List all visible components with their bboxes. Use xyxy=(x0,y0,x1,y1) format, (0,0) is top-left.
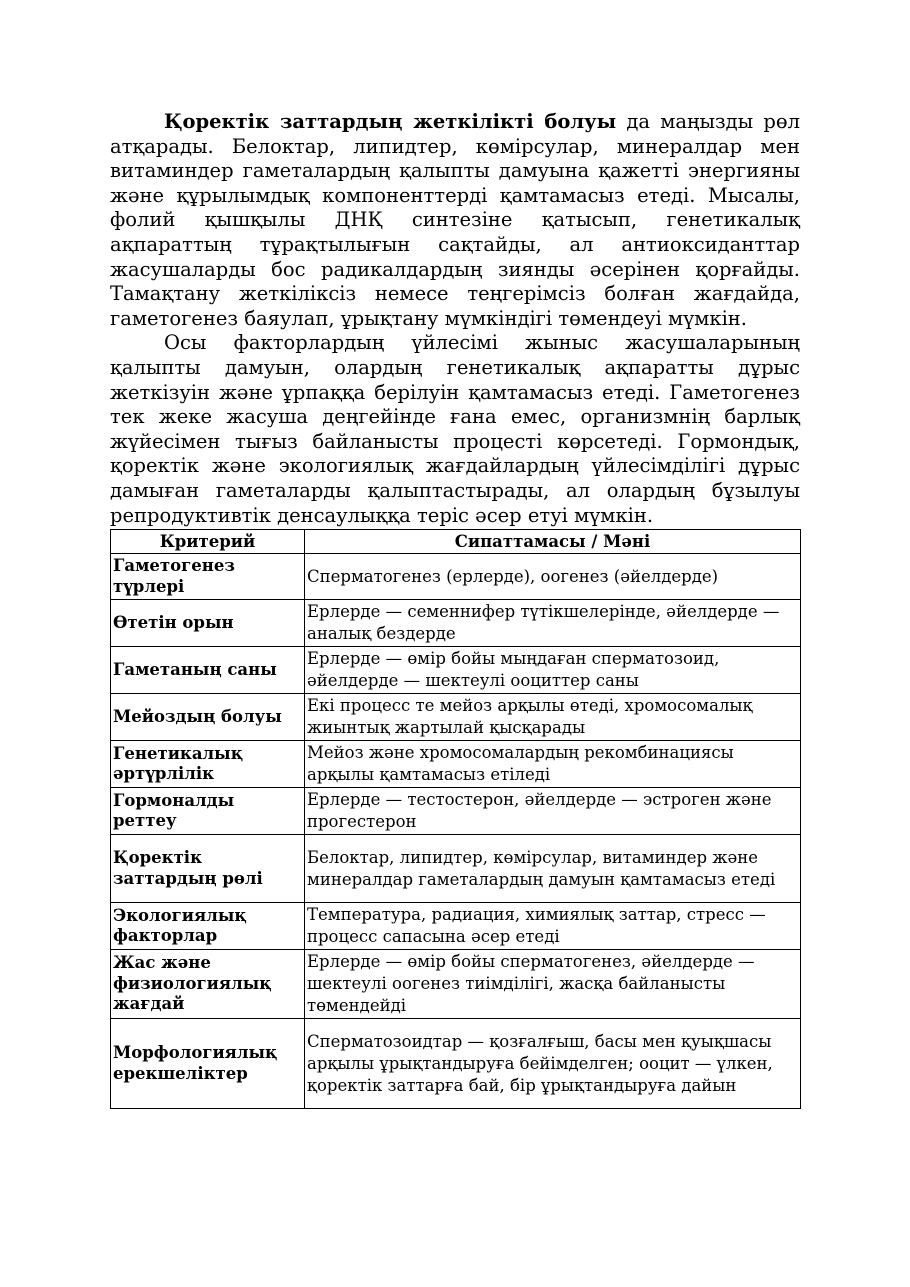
gametogenesis-table xyxy=(110,529,801,1109)
paragraph-text: да маңызды рөл атқарады. Белоктар, липидтер, көмірсулар, минералдар мен витаминдер гаметалардың қалыпты дамуына қажетті энергияны және құрылымдық компоненттерді қамтамасыз етеді. Мысалы, фолий қышқылы ДНҚ синтезіне қатысып, генетикалық ақпараттың тұрақтылығын сақтайды, ал антиоксиданттар жасушаларды бос радикалдардың зиянды әсерінен қорғайды. Тамақтану жеткіліксіз немесе теңгерімсіз болған жағдайда, гаметогенез баяулап, ұрықтану мүмкіндігі төмендеуі мүмкін. xyxy=(110,110,800,330)
description-cell: Температура, радиация, химиялық заттар, стресс — процесс сапасына әсер етеді xyxy=(305,903,801,950)
header-description: Сипаттамасы / Мәні xyxy=(305,530,801,554)
description-cell: Ерлерде — өмір бойы сперматогенез, әйелдерде — шектеулі оогенез тиімділігі, жасқа байланысты төмендейді xyxy=(305,950,801,1019)
description-cell: Ерлерде — семеннифер түтікшелерінде, әйелдерде — аналық бездерде xyxy=(305,600,801,647)
table-row xyxy=(111,1019,801,1109)
description-cell: Сперматогенез (ерлерде), оогенез (әйелдерде) xyxy=(305,554,801,600)
criterion-cell: Қоректік заттардың рөлі xyxy=(111,835,305,903)
description-cell: Белоктар, липидтер, көмірсулар, витаминдер және минералдар гаметалардың дамуын қамтамасыз етеді xyxy=(305,835,801,903)
criterion-cell: Генетикалық әртүрлілік xyxy=(111,741,305,788)
criterion-cell: Гормоналды реттеу xyxy=(111,788,305,835)
table-row xyxy=(111,554,801,600)
criterion-cell: Гаметаның саны xyxy=(111,647,305,694)
paragraph-nutrients xyxy=(110,110,800,331)
criterion-cell: Гаметогенез түрлері xyxy=(111,554,305,600)
table-row xyxy=(111,694,801,741)
table-row xyxy=(111,788,801,835)
criterion-cell: Морфологиялық ерекшеліктер xyxy=(111,1019,305,1109)
header-criterion: Критерий xyxy=(111,530,305,554)
document-page xyxy=(110,110,800,1109)
table-row xyxy=(111,950,801,1019)
table-row xyxy=(111,741,801,788)
description-cell: Ерлерде — өмір бойы мыңдаған сперматозоид, әйелдерде — шектеулі ооциттер саны xyxy=(305,647,801,694)
description-cell: Ерлерде — тестостерон, әйелдерде — эстроген және прогестерон xyxy=(305,788,801,835)
paragraph-bold-lead: Қоректік заттардың жеткілікті болуы xyxy=(164,110,617,133)
criterion-cell: Жас және физиологиялық жағдай xyxy=(111,950,305,1019)
table-row xyxy=(111,647,801,694)
description-cell: Сперматозоидтар — қозғалғыш, басы мен қуықшасы арқылы ұрықтандыруға бейімделген; ооцит — үлкен, қоректік заттарға бай, бір ұрықтандыруға дайын xyxy=(305,1019,801,1109)
table-row xyxy=(111,600,801,647)
paragraph-text: Осы факторлардың үйлесімі жыныс жасушаларының қалыпты дамуын, олардың генетикалық ақпаратты дұрыс жеткізуін және ұрпаққа берілуін қамтамасыз етеді. Гаметогенез тек жеке жасуша деңгейінде ғана емес, организмнің барлық жүйесімен тығыз байланысты процесті көрсетеді. Гормондық, қоректік және экологиялық жағдайлардың үйлесімділігі дұрыс дамыған гаметаларды қалыптастырады, ал олардың бұзылуы репродуктивтік денсаулыққа теріс әсер етуі мүмкін. xyxy=(110,331,800,527)
criterion-cell: Экологиялық факторлар xyxy=(111,903,305,950)
description-cell: Мейоз және хромосомалардың рекомбинациясы арқылы қамтамасыз етіледі xyxy=(305,741,801,788)
paragraph-factors xyxy=(110,331,800,528)
criterion-cell: Өтетін орын xyxy=(111,600,305,647)
criterion-cell: Мейоздың болуы xyxy=(111,694,305,741)
table-row xyxy=(111,835,801,903)
table-row xyxy=(111,903,801,950)
description-cell: Екі процесс те мейоз арқылы өтеді, хромосомалық жиынтық жартылай қысқарады xyxy=(305,694,801,741)
table-header-row xyxy=(111,530,801,554)
